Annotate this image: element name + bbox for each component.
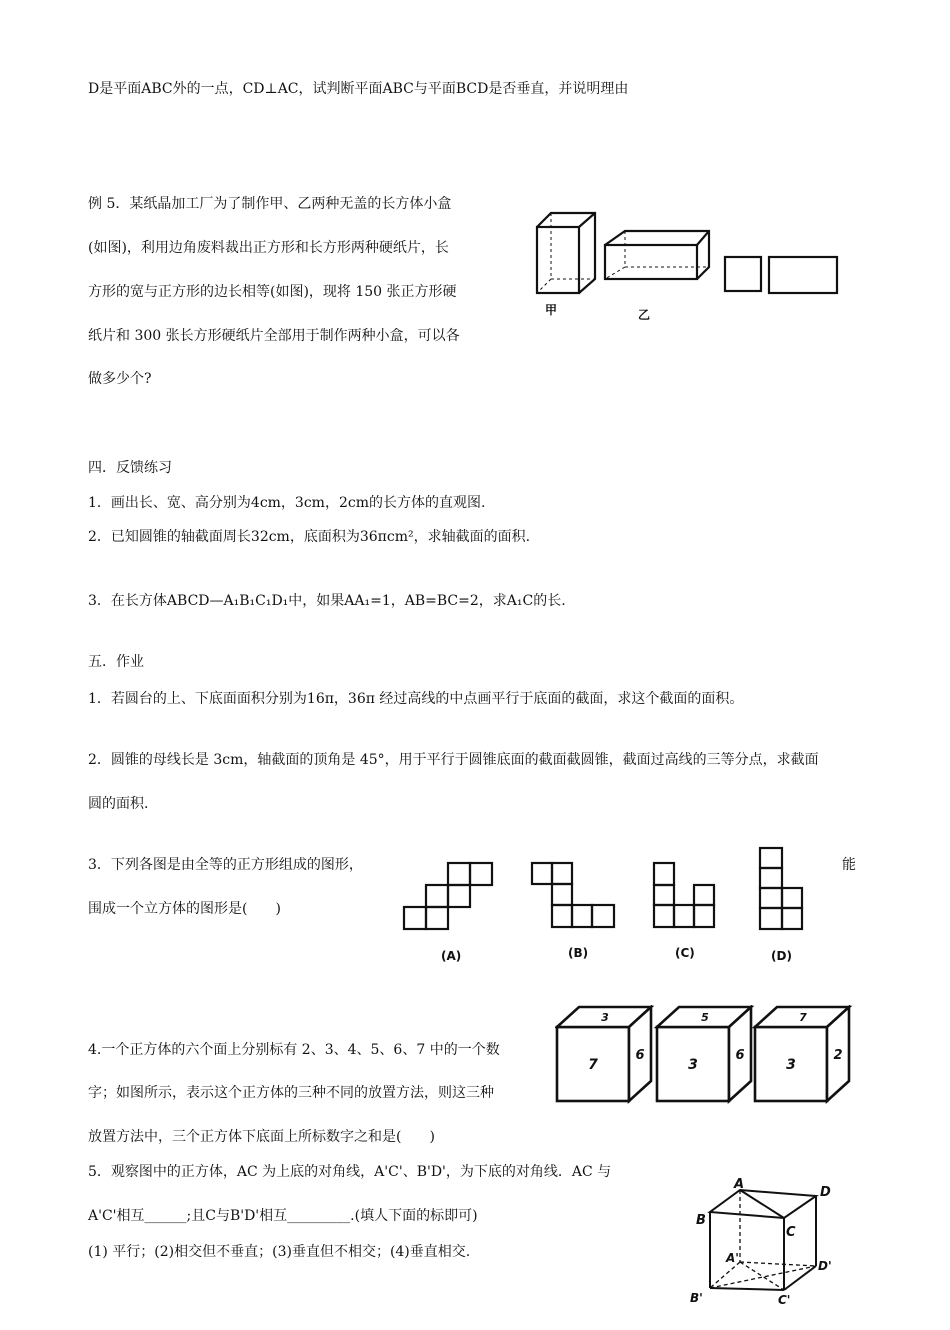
- practice-1: 1．画出长、宽、高分别为4cm，3cm，2cm的长方体的直观图.: [88, 495, 486, 511]
- die-2-front: 3: [688, 1057, 698, 1073]
- cube-label-c: C: [786, 1225, 796, 1240]
- example5-line-1: 例 5．某纸晶加工厂为了制作甲、乙两种无盖的长方体小盒: [88, 196, 452, 212]
- practice-3: 3．在长方体ABCD—A₁B₁C₁D₁中，如果AA₁=1，AB=BC=2，求A₁C的长.: [88, 593, 566, 609]
- box-label-yi: 乙: [638, 308, 651, 322]
- dice-figure: [555, 1005, 855, 1105]
- cube-label-b-prime: B': [690, 1291, 703, 1305]
- section-4-heading: 四．反馈练习: [88, 460, 172, 476]
- net-label-d: (D): [771, 949, 792, 963]
- die-1-side: 6: [635, 1048, 645, 1063]
- net-label-b: (B): [568, 946, 589, 960]
- homework-5-line-3: (1) 平行；(2)相交但不垂直；(3)垂直但不相交；(4)垂直相交.: [88, 1244, 471, 1260]
- box-label-jia: 甲: [545, 303, 558, 317]
- homework-5-line-2: A'C'相互______;且C与B'D'相互_________.(填人下面的标即可): [88, 1208, 478, 1224]
- homework-4-line-3: 放置方法中，三个正方体下底面上所标数字之和是( ): [88, 1129, 435, 1145]
- homework-5-line-1: 5．观察图中的正方体，AC 为上底的对角线，A'C'、B'D'，为下底的对角线．AC 与: [88, 1164, 612, 1180]
- section-5-heading: 五．作业: [88, 654, 144, 670]
- cube-label-a: A: [734, 1178, 745, 1192]
- homework-1: 1．若圆台的上、下底面面积分别为16π，36π 经过高线的中点画平行于底面的截面，求这个截面的面积。: [88, 691, 744, 707]
- example5-line-2: (如图)，利用边角废料裁出正方形和长方形两种硬纸片，长: [88, 240, 449, 256]
- box-yi-front: [605, 245, 697, 279]
- die-3-front: 3: [786, 1057, 796, 1073]
- example5-line-5: 做多少个?: [88, 371, 152, 387]
- box-jia-front: [537, 227, 579, 293]
- box-figure: [525, 205, 845, 325]
- nets-figure: [398, 845, 818, 935]
- net-b: [532, 863, 614, 927]
- example5-line-4: 纸片和 300 张长方形硬纸片全部用于制作两种小盒，可以各: [88, 328, 460, 344]
- practice-2: 2．已知圆锥的轴截面周长32cm，底面积为36πcm²，求轴截面的面积.: [88, 529, 531, 545]
- cube-label-b: B: [696, 1213, 706, 1228]
- homework-2-line-2: 圆的面积.: [88, 796, 149, 812]
- net-c: [654, 863, 714, 927]
- cube-label-c-prime: C': [778, 1293, 791, 1307]
- homework-3-neng: 能: [842, 857, 856, 873]
- square-piece: [725, 257, 761, 291]
- die-1-front: 7: [588, 1057, 598, 1073]
- rectangle-piece: [769, 257, 837, 293]
- homework-3-line-1: 3．下列各图是由全等的正方形组成的图形，: [88, 857, 363, 873]
- example5-line-3: 方形的宽与正方形的边长相等(如图)，现将 150 张正方形硬: [88, 284, 457, 300]
- cube-label-d-prime: D': [818, 1259, 832, 1273]
- cube-label-d: D: [820, 1185, 831, 1200]
- die-3-side: 2: [833, 1048, 843, 1063]
- intro-line: D是平面ABC外的一点，CD⊥AC，试判断平面ABC与平面BCD是否垂直，并说明理由: [88, 81, 629, 97]
- net-label-a: (A): [441, 949, 462, 963]
- die-2-top: 5: [701, 1011, 709, 1024]
- homework-2-line-1: 2．圆锥的母线长是 3cm，轴截面的顶角是 45°，用于平行于圆锥底面的截面截圆锥，截面过高线的三等分点，求截面: [88, 752, 819, 768]
- homework-4-line-2: 字；如图所示，表示这个正方体的三种不同的放置方法，则这三种: [88, 1085, 494, 1101]
- die-3-top: 7: [799, 1011, 807, 1024]
- homework-3-line-2: 围成一个立方体的图形是( ): [88, 901, 281, 917]
- net-a: [404, 863, 492, 929]
- die-1-top: 3: [601, 1011, 609, 1024]
- die-2-side: 6: [735, 1048, 745, 1063]
- cube-figure: [688, 1178, 848, 1308]
- homework-4-line-1: 4.一个正方体的六个面上分别标有 2、3、4、5、6、7 中的一个数: [88, 1042, 500, 1058]
- net-label-c: (C): [675, 946, 695, 960]
- net-d: [760, 848, 802, 929]
- cube-label-a-prime: A': [726, 1251, 739, 1265]
